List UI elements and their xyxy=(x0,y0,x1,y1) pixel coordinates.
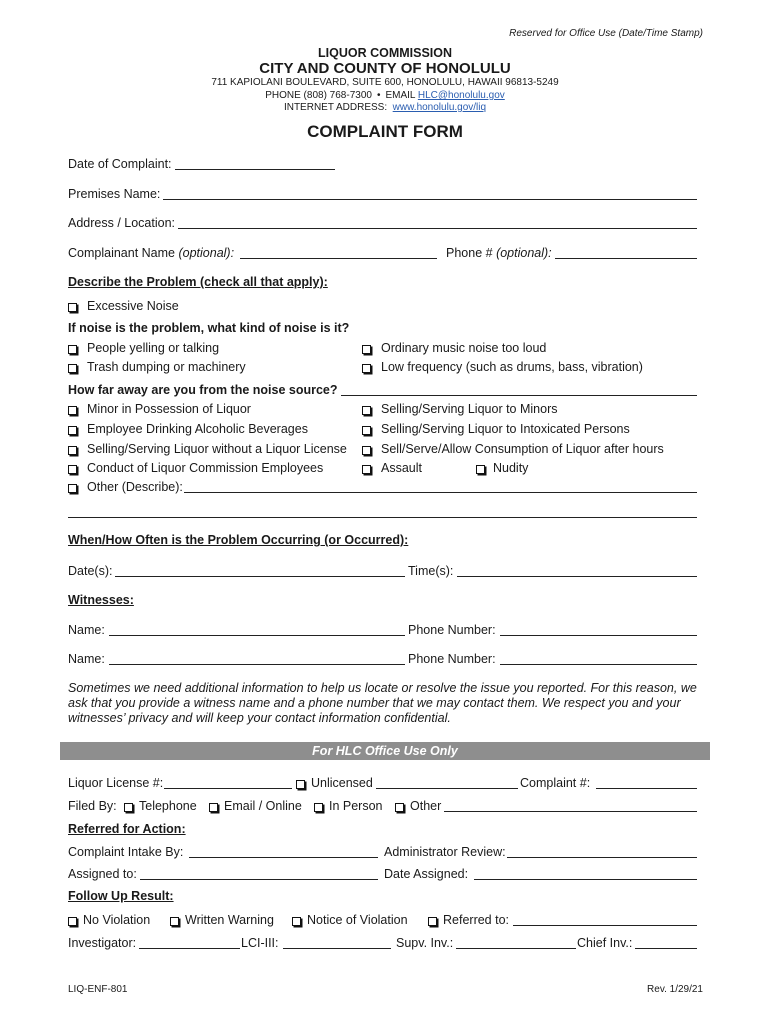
dates-group xyxy=(68,564,405,579)
checkbox-telephone[interactable] xyxy=(124,799,197,814)
checkbox-no-violation[interactable] xyxy=(68,913,150,928)
checkbox-label: Conduct of Liquor Commission Employees xyxy=(87,461,324,475)
checkbox-in-person[interactable] xyxy=(314,799,383,814)
assigned-row xyxy=(0,867,770,882)
investigator-row xyxy=(0,936,770,951)
license-row xyxy=(0,776,770,791)
admin-review-label: Administrator Review: xyxy=(384,845,506,859)
distance-question: How far away are you from the noise source? xyxy=(68,383,338,397)
checkbox-icon[interactable] xyxy=(362,364,371,373)
violations-row-2 xyxy=(0,422,770,437)
noise-question-row xyxy=(0,321,770,336)
witness-phone-label: Phone Number: xyxy=(408,623,496,637)
complainant-phone-field[interactable] xyxy=(555,258,697,259)
checkbox-nudity[interactable] xyxy=(476,461,528,476)
premises-group xyxy=(68,187,697,202)
checkbox-label: People yelling or talking xyxy=(87,341,220,355)
witness-phone-field[interactable] xyxy=(500,635,697,636)
checkbox-label: Trash dumping or machinery xyxy=(87,360,246,374)
noise-types-row-2 xyxy=(0,360,770,375)
premises-name-field[interactable] xyxy=(163,199,697,200)
complainant-group xyxy=(68,246,437,261)
checkbox-label: Unlicensed xyxy=(311,776,373,790)
supv-label: Supv. Inv.: xyxy=(396,936,454,950)
date-assigned-field[interactable] xyxy=(474,879,697,880)
problem-heading: Describe the Problem (check all that apply): xyxy=(68,275,328,289)
checkbox-serving-intoxicated[interactable] xyxy=(362,422,630,437)
referred-heading-row xyxy=(0,822,770,837)
checkbox-label: Notice of Violation xyxy=(307,913,408,927)
noise-question: If noise is the problem, what kind of noise is it? xyxy=(68,321,350,335)
agency-address: 711 KAPIOLANI BOULEVARD, SUITE 600, HONOLULU, HAWAII 96813-5249 xyxy=(211,77,559,88)
unlicensed-group xyxy=(296,776,518,791)
checkbox-people-yelling[interactable] xyxy=(68,341,219,356)
problem-heading-row xyxy=(0,275,770,290)
witness-row-1 xyxy=(0,623,770,638)
internet-label: INTERNET ADDRESS: xyxy=(283,102,388,113)
witness-name-label: Name: xyxy=(68,623,105,637)
lci-group xyxy=(241,936,391,951)
times-group xyxy=(408,564,697,579)
checkbox-label: Other xyxy=(410,799,442,813)
intake-label: Complaint Intake By: xyxy=(68,845,184,859)
liquor-license-label: Liquor License #: xyxy=(68,776,164,790)
checkbox-minor-possession[interactable] xyxy=(68,402,251,417)
date-assigned-label: Date Assigned: xyxy=(384,867,469,881)
email-label: EMAIL xyxy=(385,90,416,101)
filed-by-other-field[interactable] xyxy=(444,811,697,812)
checkbox-label: Low frequency (such as drums, bass, vibration) xyxy=(381,360,643,374)
checkbox-icon[interactable] xyxy=(428,917,437,926)
filed-by-row xyxy=(0,799,770,814)
supv-field[interactable] xyxy=(456,948,576,949)
checkbox-trash-machinery[interactable] xyxy=(68,360,246,375)
checkbox-label: No Violation xyxy=(83,913,151,927)
investigator-label: Investigator: xyxy=(68,936,137,950)
witness-name-label: Name: xyxy=(68,652,105,666)
witness-phone-group xyxy=(408,652,697,667)
follow-up-heading-row xyxy=(0,889,770,904)
complaint-number-group xyxy=(520,776,697,791)
follow-up-heading: Follow Up Result: xyxy=(68,889,174,903)
checkbox-icon[interactable] xyxy=(124,803,133,812)
violations-row-4 xyxy=(0,461,770,476)
form-title: COMPLAINT FORM xyxy=(307,122,463,141)
agency-name: LIQUOR COMMISSION xyxy=(317,46,453,60)
results-row xyxy=(0,913,770,928)
checkbox-written-warning[interactable] xyxy=(170,913,274,928)
other-row xyxy=(0,480,770,495)
checkbox-music-noise[interactable] xyxy=(362,341,546,356)
email-link[interactable]: HLC@honolulu.gov xyxy=(417,90,505,101)
date-of-complaint-field[interactable] xyxy=(175,169,335,170)
checkbox-label: Written Warning xyxy=(185,913,274,927)
referred-to-group xyxy=(428,913,697,928)
checkbox-no-license[interactable] xyxy=(68,442,347,457)
checkbox-excessive-noise[interactable] xyxy=(68,299,179,314)
intake-field[interactable] xyxy=(189,857,378,858)
timing-heading-row xyxy=(0,533,770,548)
checkbox-icon[interactable] xyxy=(170,917,179,926)
times-field[interactable] xyxy=(457,576,697,577)
checkbox-label: Ordinary music noise too loud xyxy=(381,341,547,355)
checkbox-label: Employee Drinking Alcoholic Beverages xyxy=(87,422,308,436)
premises-name-label: Premises Name: xyxy=(68,187,161,201)
checkbox-assault[interactable] xyxy=(362,461,422,476)
checkbox-label: Other (Describe): xyxy=(87,480,183,494)
checkbox-icon[interactable] xyxy=(362,426,371,435)
times-label: Time(s): xyxy=(408,564,454,578)
privacy-notice-line-2: ask that you provide a witness name and a phone number that we may contact them. We respect you and your xyxy=(68,696,681,710)
complainant-phone-label xyxy=(446,246,552,261)
unlicensed-field[interactable] xyxy=(376,788,518,789)
other-group xyxy=(68,480,697,495)
checkbox-icon[interactable] xyxy=(362,446,371,455)
timing-heading: When/How Often is the Problem Occurring (or Occurred): xyxy=(68,533,409,547)
investigator-group xyxy=(68,936,240,951)
violations-row-1 xyxy=(0,402,770,417)
assigned-to-label: Assigned to: xyxy=(68,867,137,881)
checkbox-icon[interactable] xyxy=(314,803,323,812)
distance-row xyxy=(0,383,770,398)
excessive-noise-row xyxy=(0,299,770,314)
office-use-banner-text: For HLC Office Use Only xyxy=(312,744,458,758)
checkbox-icon[interactable] xyxy=(362,406,371,415)
filed-by-other-group xyxy=(395,799,697,814)
date-of-complaint-row xyxy=(0,157,770,172)
checkbox-label: In Person xyxy=(329,799,383,813)
checkbox-after-hours[interactable] xyxy=(362,442,664,457)
witness-name-group xyxy=(68,652,405,667)
checkbox-icon[interactable] xyxy=(68,345,77,354)
form-id: LIQ-ENF-801 xyxy=(68,984,128,995)
checkbox-filed-other[interactable] xyxy=(395,799,441,814)
witness-phone-group xyxy=(408,623,697,638)
checkbox-label: Email / Online xyxy=(224,799,302,813)
witness-phone-field[interactable] xyxy=(500,664,697,665)
date-of-complaint-label: Date of Complaint: xyxy=(68,157,172,171)
witness-name-field[interactable] xyxy=(109,664,405,665)
revision-date: Rev. 1/29/21 xyxy=(647,984,703,995)
phone-number: PHONE (808) 768-7300 xyxy=(265,90,372,101)
checkbox-unlicensed[interactable] xyxy=(296,776,373,791)
witness-name-group xyxy=(68,623,405,638)
checkbox-icon[interactable] xyxy=(68,303,77,312)
chief-group xyxy=(577,936,697,951)
intake-group xyxy=(68,845,378,860)
checkbox-icon[interactable] xyxy=(362,465,371,474)
bullet-separator: • xyxy=(376,90,381,101)
supv-group xyxy=(396,936,576,951)
contact-line xyxy=(0,90,770,102)
investigator-field[interactable] xyxy=(139,948,240,949)
witness-row-2 xyxy=(0,652,770,667)
filed-by-label: Filed By: xyxy=(68,799,117,813)
complainant-phone-text: Phone # xyxy=(446,246,493,260)
address-row xyxy=(0,216,770,231)
office-use-banner xyxy=(60,742,710,760)
checkbox-icon[interactable] xyxy=(292,917,301,926)
other-describe-field-line-2[interactable] xyxy=(68,517,697,518)
address-group xyxy=(68,216,697,231)
checkbox-employee-conduct[interactable] xyxy=(68,461,323,476)
lci-field[interactable] xyxy=(283,948,391,949)
complainant-name-field[interactable] xyxy=(240,258,437,259)
assigned-to-field[interactable] xyxy=(140,879,378,880)
jurisdiction-name: CITY AND COUNTY OF HONOLULU xyxy=(259,60,511,77)
checkbox-icon[interactable] xyxy=(68,364,77,373)
dates-label: Date(s): xyxy=(68,564,113,578)
checkbox-label: Selling/Serving Liquor without a Liquor License xyxy=(87,442,347,456)
checkbox-icon[interactable] xyxy=(395,803,404,812)
checkbox-label: Telephone xyxy=(139,799,197,813)
checkbox-label: Sell/Serve/Allow Consumption of Liquor after hours xyxy=(381,442,664,456)
complainant-name-text: Complainant Name xyxy=(68,246,175,260)
referred-to-field[interactable] xyxy=(513,925,697,926)
violations-row-3 xyxy=(0,442,770,457)
checkbox-icon[interactable] xyxy=(68,465,77,474)
distance-field[interactable] xyxy=(341,395,697,396)
website-link[interactable]: www.honolulu.gov/liq xyxy=(392,102,487,113)
complainant-name-label xyxy=(68,246,234,261)
noise-types-row-1 xyxy=(0,341,770,356)
checkbox-label: Excessive Noise xyxy=(87,299,179,313)
privacy-notice-line-1: Sometimes we need additional information to help us locate or resolve the issue you reported. For this reason, we xyxy=(68,681,697,695)
intake-row xyxy=(0,845,770,860)
witness-name-field[interactable] xyxy=(109,635,405,636)
lci-label: LCI-III: xyxy=(241,936,279,950)
premises-row xyxy=(0,187,770,202)
date-of-complaint-group xyxy=(68,157,335,172)
privacy-notice-line-3: witnesses’ privacy and will keep your contact information confidential. xyxy=(68,711,451,725)
complainant-optional-note: (optional): xyxy=(178,246,235,260)
complaint-number-label: Complaint #: xyxy=(520,776,591,790)
license-group xyxy=(68,776,292,791)
checkbox-low-frequency[interactable] xyxy=(362,360,643,375)
chief-label: Chief Inv.: xyxy=(577,936,633,950)
other-describe-field[interactable] xyxy=(184,492,697,493)
complainant-row xyxy=(0,246,770,261)
office-stamp-note: Reserved for Office Use (Date/Time Stamp) xyxy=(509,28,703,39)
checkbox-icon[interactable] xyxy=(362,345,371,354)
checkbox-label: Referred to: xyxy=(443,913,510,927)
checkbox-email-online[interactable] xyxy=(209,799,302,814)
checkbox-icon[interactable] xyxy=(68,484,77,493)
checkbox-icon[interactable] xyxy=(68,917,77,926)
complainant-phone-group xyxy=(446,246,697,261)
checkbox-label: Assault xyxy=(381,461,422,475)
complaint-number-field[interactable] xyxy=(596,788,697,789)
referred-heading: Referred for Action: xyxy=(68,822,186,836)
liquor-license-field[interactable] xyxy=(164,788,292,789)
admin-review-field[interactable] xyxy=(507,857,697,858)
checkbox-label: Nudity xyxy=(493,461,529,475)
checkbox-label: Minor in Possession of Liquor xyxy=(87,402,251,416)
checkbox-referred-to[interactable] xyxy=(428,913,509,928)
checkbox-employee-drinking[interactable] xyxy=(68,422,308,437)
checkbox-icon[interactable] xyxy=(68,406,77,415)
checkbox-label: Selling/Serving Liquor to Intoxicated Persons xyxy=(381,422,630,436)
checkbox-icon[interactable] xyxy=(209,803,218,812)
witnesses-heading-row xyxy=(0,593,770,608)
assigned-to-group xyxy=(68,867,378,882)
distance-group xyxy=(68,383,697,398)
checkbox-icon[interactable] xyxy=(476,465,485,474)
phone-optional-note: (optional): xyxy=(496,246,552,260)
checkbox-icon[interactable] xyxy=(296,780,305,789)
date-assigned-group xyxy=(384,867,697,882)
checkbox-icon[interactable] xyxy=(68,446,77,455)
witnesses-heading: Witnesses: xyxy=(68,593,134,607)
address-location-label: Address / Location: xyxy=(68,216,176,230)
witness-phone-label: Phone Number: xyxy=(408,652,496,666)
dates-times-row xyxy=(0,564,770,579)
chief-field[interactable] xyxy=(635,948,697,949)
dates-field[interactable] xyxy=(115,576,405,577)
admin-review-group xyxy=(384,845,697,860)
checkbox-notice-of-violation[interactable] xyxy=(292,913,408,928)
checkbox-label: Selling/Serving Liquor to Minors xyxy=(381,402,558,416)
checkbox-serving-minors[interactable] xyxy=(362,402,557,417)
address-location-field[interactable] xyxy=(178,228,697,229)
checkbox-other[interactable] xyxy=(68,480,183,495)
checkbox-icon[interactable] xyxy=(68,426,77,435)
internet-line xyxy=(0,102,770,114)
